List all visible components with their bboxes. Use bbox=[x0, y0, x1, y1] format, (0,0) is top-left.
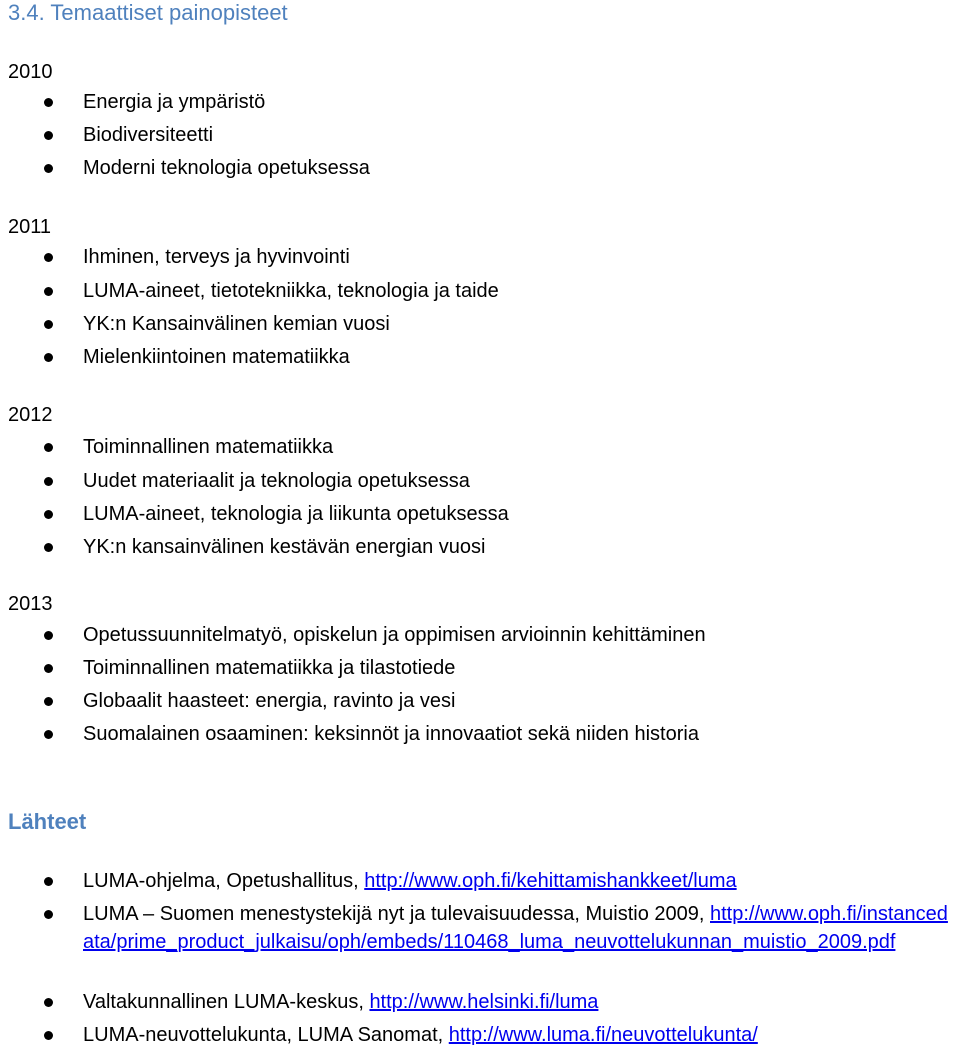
source-text: LUMA-neuvottelukunta, LUMA Sanomat, bbox=[83, 1024, 449, 1046]
bullet-icon bbox=[44, 998, 53, 1007]
bullet-icon bbox=[44, 631, 53, 640]
year-label: 2012 bbox=[8, 404, 53, 426]
bullet-icon bbox=[44, 253, 53, 262]
year-label: 2010 bbox=[8, 61, 53, 83]
bullet-icon bbox=[44, 353, 53, 362]
bullet-icon bbox=[44, 1031, 53, 1040]
sources-heading: Lähteet bbox=[8, 809, 87, 834]
bullet-icon bbox=[44, 510, 53, 519]
bullet-icon bbox=[44, 98, 53, 107]
year-label: 2011 bbox=[8, 216, 52, 238]
source-text: LUMA – Suomen menestystekijä nyt ja tulevaisuudessa, Muistio 2009, bbox=[83, 903, 710, 925]
bullet-icon bbox=[44, 664, 53, 673]
bullet-icon bbox=[44, 320, 53, 329]
bullet-icon bbox=[44, 697, 53, 706]
year-label: 2013 bbox=[8, 593, 53, 615]
bullet-icon bbox=[44, 443, 53, 452]
source-link[interactable]: http://www.oph.fi/kehittamishankkeet/luma bbox=[364, 870, 737, 892]
bullet-icon bbox=[44, 543, 53, 552]
source-text: LUMA-ohjelma, Opetushallitus, bbox=[83, 870, 365, 892]
source-link[interactable]: http://www.luma.fi/neuvottelukunta/ bbox=[448, 1024, 758, 1046]
section-heading: 3.4. Temaattiset painopisteet bbox=[8, 0, 288, 25]
bullet-icon bbox=[44, 131, 53, 140]
bullet-icon bbox=[44, 164, 53, 173]
bullet-icon bbox=[44, 877, 53, 886]
bullet-icon bbox=[44, 477, 53, 486]
bullet-icon bbox=[44, 287, 53, 296]
source-text: Valtakunnallinen LUMA-keskus, bbox=[83, 991, 370, 1013]
bullet-icon bbox=[44, 730, 53, 739]
bullet-icon bbox=[44, 910, 53, 919]
source-link[interactable]: http://www.helsinki.fi/luma bbox=[369, 991, 599, 1013]
source-link[interactable]: http://www.oph.fi/instancedata/prime_product_julkaisu/oph/embeds/110468_luma_neuvottelukunnan_muistio_2009.pdf bbox=[83, 903, 948, 953]
